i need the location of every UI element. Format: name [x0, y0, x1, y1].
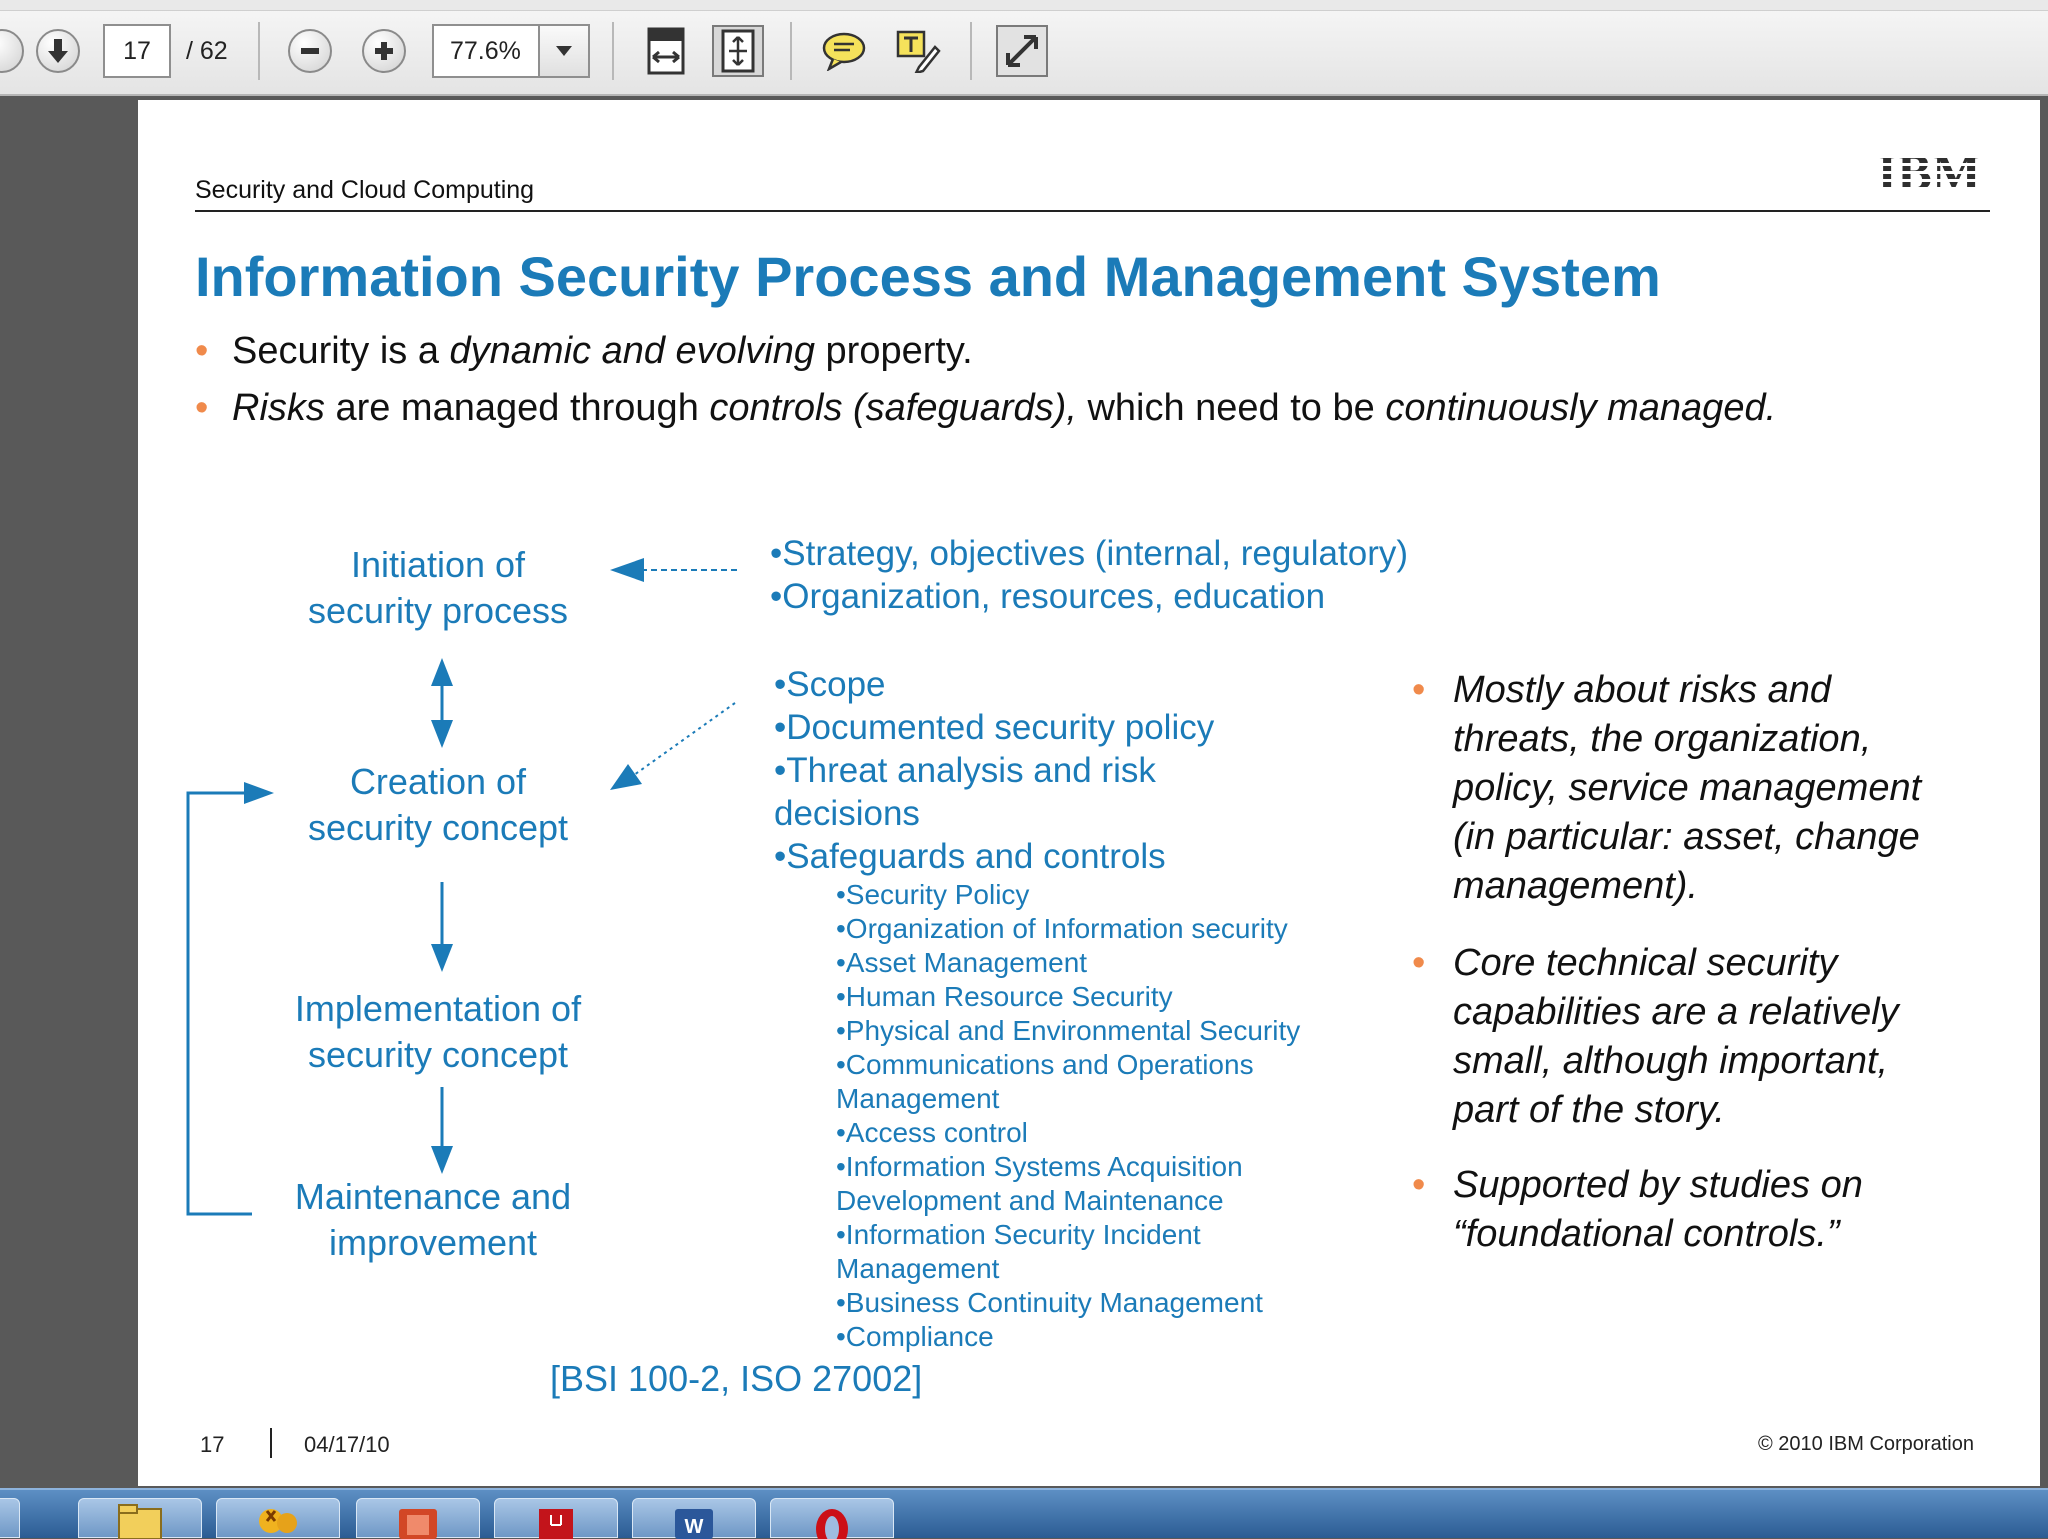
- flow-step-creation-line1: Creation of: [349, 761, 527, 802]
- flow-step-implementation-line1: Implementation of: [294, 988, 582, 1029]
- inputs-group-2: [774, 663, 1214, 878]
- document-gutter: [0, 96, 138, 1486]
- pdf-reader-icon[interactable]: [494, 1498, 618, 1538]
- flow-step-maintenance: [268, 1174, 598, 1266]
- start-orb-icon[interactable]: [0, 1498, 20, 1538]
- right-bullet-2-line: small, although important,: [1453, 1040, 1889, 1082]
- bullet-segment: dynamic and evolving: [449, 330, 815, 372]
- toolbar-separator: [612, 22, 614, 80]
- bullet-dot: •: [195, 387, 209, 429]
- ibm-logo: [1866, 146, 1992, 198]
- toolbar-separator: [790, 22, 792, 80]
- control-item: •Asset Management: [836, 947, 1088, 978]
- total-pages-label: / 62: [186, 37, 228, 65]
- control-item: •Communications and Operations: [836, 1049, 1254, 1080]
- bullet-dot: •: [195, 330, 209, 372]
- page-number-value: 17: [123, 36, 151, 65]
- right-bullet-1-line: Mostly about risks and: [1453, 669, 1832, 711]
- control-item: •Information Security Incident: [836, 1219, 1201, 1250]
- intro-bullet-2: [195, 387, 1776, 430]
- zoom-out-icon[interactable]: [288, 29, 332, 73]
- bullet-segment: property.: [814, 330, 973, 372]
- slide-header-title: Security and Cloud Computing: [195, 176, 535, 204]
- input-item: •Strategy, objectives (internal, regulatory): [770, 534, 1408, 573]
- intro-bullet-1: [195, 330, 973, 373]
- intro-bullet-2-text: [232, 387, 1776, 429]
- control-item: •Information Systems Acquisition: [836, 1151, 1243, 1182]
- flow-step-maintenance-line2: improvement: [328, 1222, 538, 1263]
- zoom-in-icon[interactable]: [362, 29, 406, 73]
- input-item: •Documented security policy: [774, 708, 1215, 747]
- right-bullet-1: [1412, 666, 1992, 911]
- right-bullet-1-line: management).: [1453, 865, 1699, 907]
- fullscreen-icon[interactable]: [996, 25, 1048, 77]
- flow-step-initiation: [268, 542, 608, 634]
- right-bullet-2-line: capabilities are a relatively: [1453, 991, 1899, 1033]
- slide-title: Information Security Process and Management System: [195, 245, 1661, 308]
- control-item: •Business Continuity Management: [836, 1287, 1263, 1318]
- bullet-segment: Risks: [232, 387, 325, 429]
- control-item: •Human Resource Security: [836, 981, 1173, 1012]
- right-bullet-2-line: part of the story.: [1453, 1089, 1725, 1131]
- flow-step-initiation-line2: security process: [307, 590, 569, 631]
- input-item: •Safeguards and controls: [774, 837, 1166, 876]
- document-right-edge: [2040, 100, 2048, 1486]
- reference-citation: [BSI 100-2, ISO 27002]: [550, 1358, 923, 1399]
- bullet-segment: continuously managed.: [1385, 387, 1777, 429]
- input-item: •Scope: [774, 665, 886, 704]
- flow-step-implementation: [248, 986, 628, 1078]
- right-bullet-3-line: Supported by studies on: [1453, 1164, 1863, 1206]
- svg-text:W: W: [684, 1516, 704, 1538]
- footer-page-number: 17: [200, 1432, 225, 1457]
- toolbar-separator: [970, 22, 972, 80]
- comment-icon[interactable]: [818, 25, 870, 77]
- bullet-dot: •: [1412, 942, 1426, 984]
- page-number-input[interactable]: [103, 24, 171, 78]
- right-bullet-3: [1412, 1161, 1992, 1259]
- control-item: Management: [836, 1253, 1000, 1284]
- right-bullet-3-line: “foundational controls.”: [1453, 1213, 1840, 1255]
- toolbar-separator: [258, 22, 260, 80]
- right-bullet-2: [1412, 939, 1992, 1135]
- flow-step-maintenance-line1: Maintenance and: [294, 1176, 572, 1217]
- powerpoint-icon[interactable]: [356, 1498, 480, 1538]
- bullet-dot: •: [1412, 1164, 1426, 1206]
- pdf-toolbar: [0, 0, 2048, 96]
- flow-step-initiation-line1: Initiation of: [350, 544, 526, 585]
- windows-taskbar: [0, 1488, 2048, 1538]
- footer-copyright: © 2010 IBM Corporation: [1758, 1433, 1974, 1455]
- control-item: Management: [836, 1083, 1000, 1114]
- bullet-dot: •: [1412, 669, 1426, 711]
- control-item: •Organization of Information security: [836, 913, 1288, 944]
- flow-step-creation-line2: security concept: [307, 807, 569, 848]
- file-explorer-icon[interactable]: [78, 1498, 202, 1538]
- controls-list: [836, 878, 1300, 1354]
- control-item: •Access control: [836, 1117, 1028, 1148]
- zoom-level-value: 77.6%: [450, 36, 521, 65]
- fit-width-icon[interactable]: [640, 25, 692, 77]
- bullet-segment: which need to be: [1076, 387, 1386, 429]
- right-bullet-2-line: Core technical security: [1453, 942, 1838, 984]
- control-item: •Security Policy: [836, 879, 1030, 910]
- right-bullet-1-line: policy, service management: [1453, 767, 1922, 809]
- input-item: •Threat analysis and risk: [774, 751, 1156, 790]
- right-bullet-1-line: (in particular: asset, change: [1453, 816, 1920, 858]
- input-item: •Organization, resources, education: [770, 577, 1326, 616]
- header-divider: [195, 210, 1990, 212]
- bullet-segment: Security is a: [232, 330, 450, 372]
- bullet-segment: controls (safeguards),: [709, 387, 1077, 429]
- inputs-group-1: [770, 532, 1408, 618]
- next-page-icon[interactable]: [36, 29, 80, 73]
- control-item: •Compliance: [836, 1321, 994, 1352]
- window-top-edge: [0, 0, 2048, 11]
- footer-divider: [270, 1428, 272, 1458]
- flow-step-implementation-line2: security concept: [307, 1034, 569, 1075]
- zoom-level-input[interactable]: [432, 24, 540, 78]
- word-icon[interactable]: [632, 1498, 756, 1538]
- zoom-dropdown-icon[interactable]: [538, 24, 590, 78]
- intro-bullet-1-text: [232, 330, 973, 372]
- footer-date: 04/17/10: [304, 1432, 390, 1457]
- control-item: •Physical and Environmental Security: [836, 1015, 1301, 1046]
- highlight-text-icon[interactable]: [892, 25, 944, 77]
- bullet-segment: are managed through: [324, 387, 710, 429]
- previous-page-icon[interactable]: [0, 29, 24, 73]
- fit-page-icon[interactable]: [712, 25, 764, 77]
- opera-icon[interactable]: [770, 1498, 894, 1538]
- app-icon[interactable]: [216, 1498, 340, 1538]
- input-item: decisions: [774, 794, 920, 833]
- right-bullet-1-line: threats, the organization,: [1453, 718, 1872, 760]
- control-item: Development and Maintenance: [836, 1185, 1224, 1216]
- flow-step-creation: [268, 759, 608, 851]
